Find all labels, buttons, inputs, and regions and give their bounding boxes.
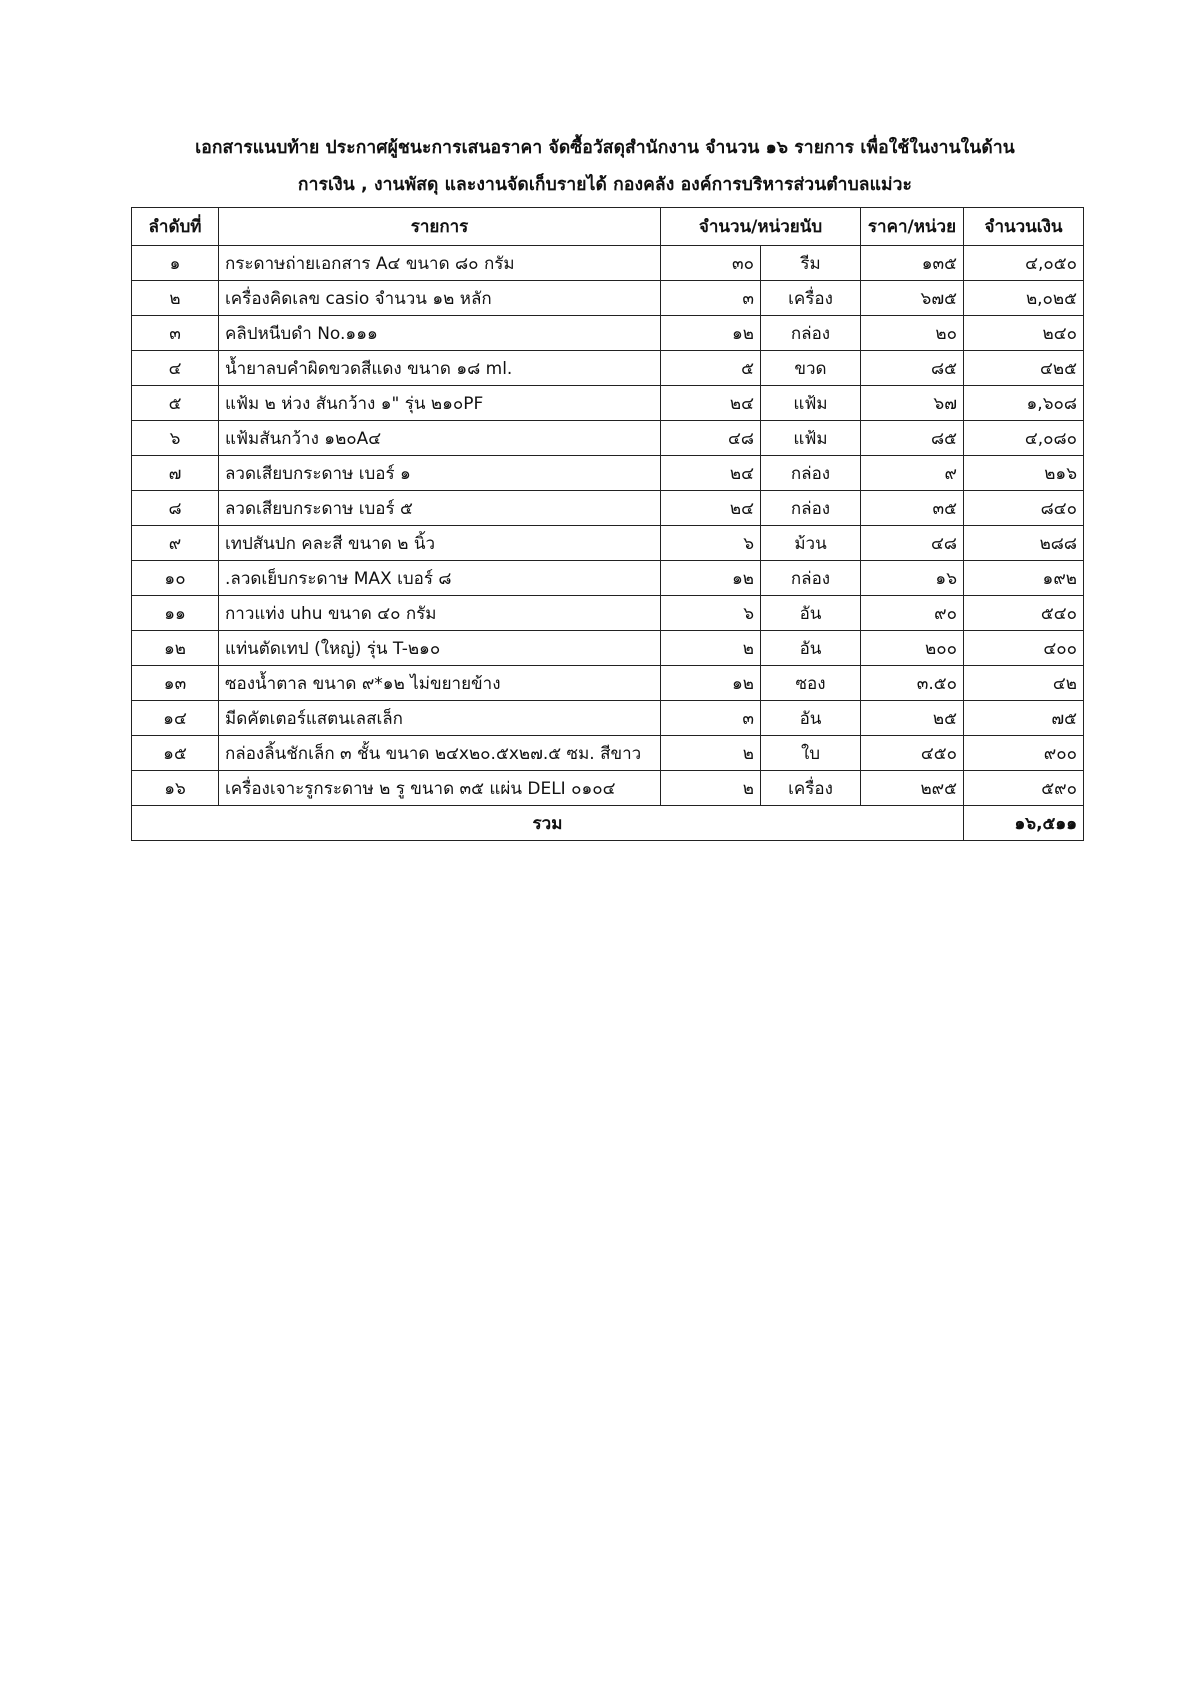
row-no: ๕ xyxy=(132,386,219,421)
title-line-1: เอกสารแนบท้าย ประกาศผู้ชนะการเสนอราคา จัดซื้อวัสดุสำนักงาน จำนวน ๑๖ รายการ เพื่อใช้ในงานในด้าน xyxy=(195,138,1015,158)
row-qty: ๒ xyxy=(661,736,761,771)
row-no: ๓ xyxy=(132,316,219,351)
row-qty: ๑๒ xyxy=(661,316,761,351)
row-qty: ๒ xyxy=(661,631,761,666)
row-price: ๒๐ xyxy=(861,316,964,351)
row-amount: ๔๐๐ xyxy=(964,631,1084,666)
row-qty: ๕ xyxy=(661,351,761,386)
row-item: แฟ้ม ๒ ห่วง สันกว้าง ๑" รุ่น ๒๑๐PF xyxy=(219,386,661,421)
row-no: ๑๖ xyxy=(132,771,219,806)
row-price: ๘๕ xyxy=(861,351,964,386)
row-no: ๘ xyxy=(132,491,219,526)
row-item: แฟ้มสันกว้าง ๑๒๐A๔ xyxy=(219,421,661,456)
row-unit: อัน xyxy=(761,596,861,631)
row-no: ๑๒ xyxy=(132,631,219,666)
row-price: ๘๕ xyxy=(861,421,964,456)
row-unit: แฟ้ม xyxy=(761,421,861,456)
table-row xyxy=(132,736,1084,771)
row-amount: ๑๙๒ xyxy=(964,561,1084,596)
table-row xyxy=(132,246,1084,281)
row-item: กล่องลิ้นชักเล็ก ๓ ชั้น ขนาด ๒๔x๒๐.๕x๒๗.๕ ซม. สีขาว xyxy=(219,736,661,771)
row-no: ๔ xyxy=(132,351,219,386)
row-item: เทปสันปก คละสี ขนาด ๒ นิ้ว xyxy=(219,526,661,561)
row-no: ๑๕ xyxy=(132,736,219,771)
row-price: ๔๕๐ xyxy=(861,736,964,771)
row-qty: ๒๔ xyxy=(661,456,761,491)
row-qty: ๓ xyxy=(661,701,761,736)
row-no: ๗ xyxy=(132,456,219,491)
row-amount: ๒๑๖ xyxy=(964,456,1084,491)
title-line-2: การเงิน , งานพัสดุ และงานจัดเก็บรายได้ กองคลัง องค์การบริหารส่วนตำบลแม่วะ xyxy=(297,175,913,195)
document-title xyxy=(130,130,1080,204)
row-qty: ๒ xyxy=(661,771,761,806)
row-unit: เครื่อง xyxy=(761,771,861,806)
row-item: ลวดเสียบกระดาษ เบอร์ ๕ xyxy=(219,491,661,526)
row-unit: อัน xyxy=(761,701,861,736)
row-unit: กล่อง xyxy=(761,491,861,526)
row-unit: รีม xyxy=(761,246,861,281)
row-unit: อัน xyxy=(761,631,861,666)
row-no: ๑ xyxy=(132,246,219,281)
table-row xyxy=(132,666,1084,701)
row-amount: ๔,๐๘๐ xyxy=(964,421,1084,456)
table-row xyxy=(132,316,1084,351)
row-qty: ๓ xyxy=(661,281,761,316)
row-item: .ลวดเย็บกระดาษ MAX เบอร์ ๘ xyxy=(219,561,661,596)
table-row xyxy=(132,561,1084,596)
table-row xyxy=(132,421,1084,456)
row-qty: ๒๔ xyxy=(661,386,761,421)
row-price: ๒๐๐ xyxy=(861,631,964,666)
row-item: เครื่องเจาะรูกระดาษ ๒ รู ขนาด ๓๕ แผ่น DELI ๐๑๐๔ xyxy=(219,771,661,806)
table-row xyxy=(132,351,1084,386)
header-item: รายการ xyxy=(219,208,661,246)
row-no: ๑๔ xyxy=(132,701,219,736)
row-item: มีดคัตเตอร์แสตนเลสเล็ก xyxy=(219,701,661,736)
total-value: ๑๖,๕๑๑ xyxy=(964,806,1084,841)
table-row xyxy=(132,491,1084,526)
row-unit: ม้วน xyxy=(761,526,861,561)
table-row xyxy=(132,456,1084,491)
row-unit: เครื่อง xyxy=(761,281,861,316)
row-price: ๑๖ xyxy=(861,561,964,596)
row-amount: ๔,๐๕๐ xyxy=(964,246,1084,281)
total-label: รวม xyxy=(132,806,964,841)
header-qty-unit: จำนวน/หน่วยนับ xyxy=(661,208,861,246)
header-price: ราคา/หน่วย xyxy=(861,208,964,246)
row-unit: กล่อง xyxy=(761,456,861,491)
row-amount: ๕๙๐ xyxy=(964,771,1084,806)
row-unit: ซอง xyxy=(761,666,861,701)
table-row xyxy=(132,386,1084,421)
row-price: ๑๓๕ xyxy=(861,246,964,281)
row-no: ๙ xyxy=(132,526,219,561)
items-table xyxy=(131,207,1084,841)
row-amount: ๒,๐๒๕ xyxy=(964,281,1084,316)
row-unit: ใบ xyxy=(761,736,861,771)
row-price: ๙๐ xyxy=(861,596,964,631)
row-unit: กล่อง xyxy=(761,561,861,596)
row-qty: ๖ xyxy=(661,526,761,561)
row-price: ๔๘ xyxy=(861,526,964,561)
row-unit: ขวด xyxy=(761,351,861,386)
row-unit: กล่อง xyxy=(761,316,861,351)
table-row xyxy=(132,701,1084,736)
table-row xyxy=(132,281,1084,316)
row-price: ๙ xyxy=(861,456,964,491)
table-header-row xyxy=(132,208,1084,246)
row-price: ๒๕ xyxy=(861,701,964,736)
row-item: ลวดเสียบกระดาษ เบอร์ ๑ xyxy=(219,456,661,491)
row-no: ๑๓ xyxy=(132,666,219,701)
row-item: น้ำยาลบคำผิดขวดสีแดง ขนาด ๑๘ ml. xyxy=(219,351,661,386)
row-no: ๖ xyxy=(132,421,219,456)
row-item: คลิปหนีบดำ No.๑๑๑ xyxy=(219,316,661,351)
total-row xyxy=(132,806,1084,841)
row-price: ๒๙๕ xyxy=(861,771,964,806)
row-item: เครื่องคิดเลข casio จำนวน ๑๒ หลัก xyxy=(219,281,661,316)
row-amount: ๗๕ xyxy=(964,701,1084,736)
row-amount: ๑,๖๐๘ xyxy=(964,386,1084,421)
row-price: ๖๗ xyxy=(861,386,964,421)
row-no: ๑๐ xyxy=(132,561,219,596)
row-price: ๓.๕๐ xyxy=(861,666,964,701)
row-qty: ๑๒ xyxy=(661,666,761,701)
table-row xyxy=(132,596,1084,631)
row-amount: ๙๐๐ xyxy=(964,736,1084,771)
row-qty: ๒๔ xyxy=(661,491,761,526)
row-amount: ๒๔๐ xyxy=(964,316,1084,351)
row-qty: ๓๐ xyxy=(661,246,761,281)
row-amount: ๒๘๘ xyxy=(964,526,1084,561)
row-price: ๖๗๕ xyxy=(861,281,964,316)
table-row xyxy=(132,771,1084,806)
row-qty: ๑๒ xyxy=(661,561,761,596)
table-row xyxy=(132,526,1084,561)
row-amount: ๔๒ xyxy=(964,666,1084,701)
row-item: แท่นตัดเทป (ใหญ่) รุ่น T-๒๑๐ xyxy=(219,631,661,666)
row-amount: ๘๔๐ xyxy=(964,491,1084,526)
row-price: ๓๕ xyxy=(861,491,964,526)
row-unit: แฟ้ม xyxy=(761,386,861,421)
row-item: กาวแท่ง uhu ขนาด ๔๐ กรัม xyxy=(219,596,661,631)
row-item: กระดาษถ่ายเอกสาร A๔ ขนาด ๘๐ กรัม xyxy=(219,246,661,281)
row-no: ๒ xyxy=(132,281,219,316)
header-amount: จำนวนเงิน xyxy=(964,208,1084,246)
row-amount: ๔๒๕ xyxy=(964,351,1084,386)
row-item: ซองน้ำตาล ขนาด ๙*๑๒ ไม่ขยายข้าง xyxy=(219,666,661,701)
row-amount: ๕๔๐ xyxy=(964,596,1084,631)
row-qty: ๔๘ xyxy=(661,421,761,456)
row-no: ๑๑ xyxy=(132,596,219,631)
row-qty: ๖ xyxy=(661,596,761,631)
table-row xyxy=(132,631,1084,666)
header-no: ลำดับที่ xyxy=(132,208,219,246)
